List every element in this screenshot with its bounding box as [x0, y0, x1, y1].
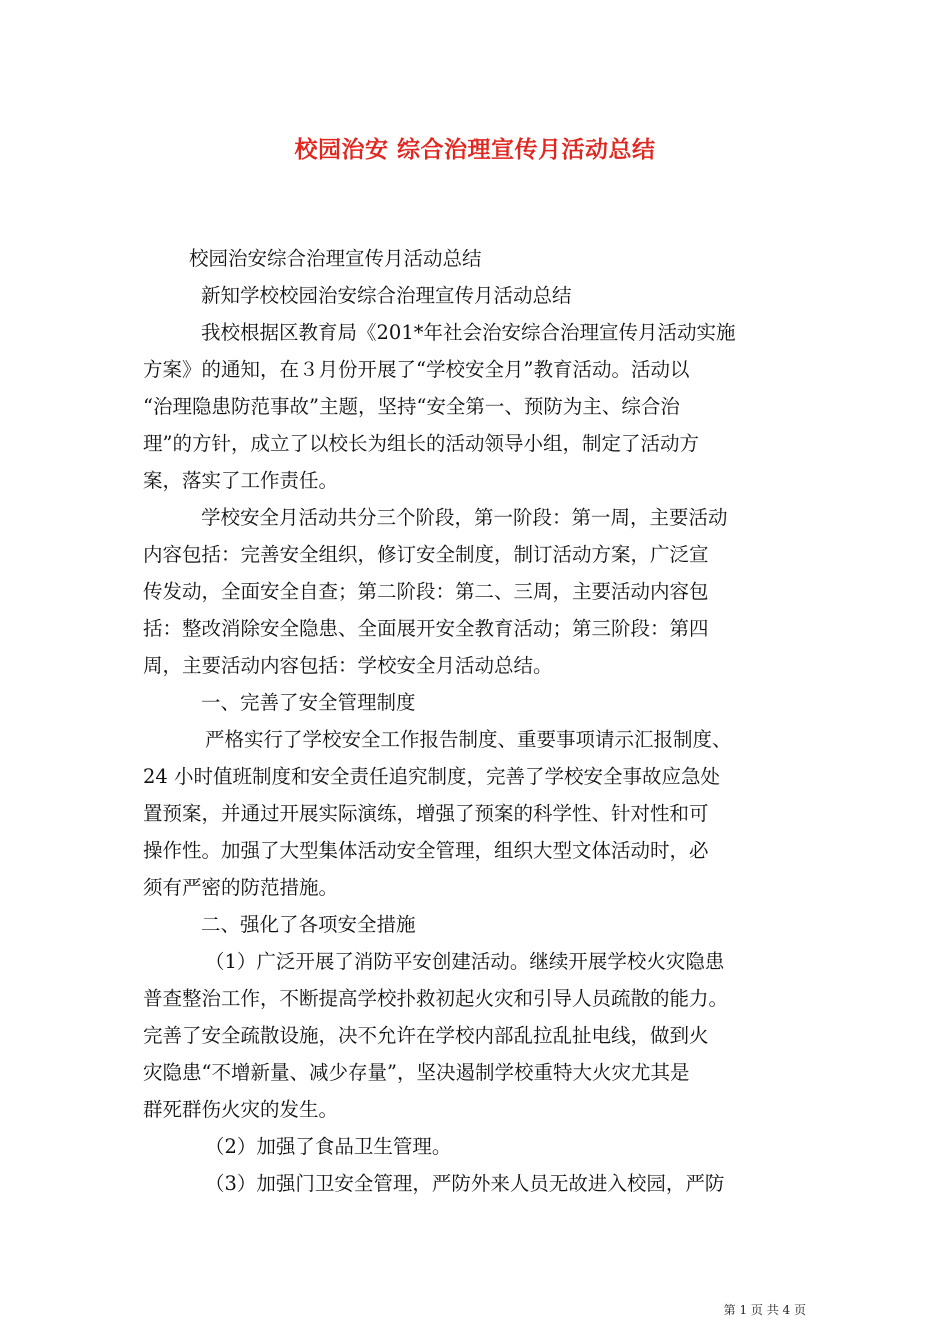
paragraph-line: 24 小时值班制度和安全责任追究制度，完善了学校安全事故应急处 [143, 765, 721, 788]
section-heading: 一、完善了安全管理制度 [201, 691, 416, 714]
paragraph-line: 普查整治工作，不断提高学校扑救初起火灾和引导人员疏散的能力。 [143, 987, 729, 1010]
section-heading: 二、强化了各项安全措施 [201, 913, 416, 936]
paragraph-line: 群死群伤火灾的发生。 [143, 1098, 339, 1121]
paragraph-line: 置预案，并通过开展实际演练，增强了预案的科学性、针对性和可 [143, 802, 709, 825]
paragraph-line: 完善了安全疏散设施，决不允许在学校内部乱拉乱扯电线，做到火 [143, 1024, 709, 1047]
paragraph-line: （3）加强门卫安全管理，严防外来人员无故进入校园，严防 [205, 1172, 725, 1195]
paragraph-line: “治理隐患防范事故”主题，坚持“安全第一、预防为主、综合治 [143, 395, 680, 418]
paragraph-line: 内容包括：完善安全组织，修订安全制度，制订活动方案，广泛宣 [143, 543, 709, 566]
paragraph-line: 新知学校校园治安综合治理宣传月活动总结 [201, 284, 572, 307]
paragraph-line: 周，主要活动内容包括：学校安全月活动总结。 [143, 654, 553, 677]
paragraph-line: 理”的方针，成立了以校长为组长的活动领导小组，制定了活动方 [143, 432, 699, 455]
paragraph-line: 严格实行了学校安全工作报告制度、重要事项请示汇报制度、 [205, 728, 732, 751]
paragraph-line: 操作性。加强了大型集体活动安全管理，组织大型文体活动时，必 [143, 839, 709, 862]
document-body [143, 240, 811, 1202]
paragraph-line: 案，落实了工作责任。 [143, 469, 339, 492]
page-number: 第 1 页 共 4 页 [723, 1303, 806, 1317]
document-title: 校园治安 综合治理宣传月活动总结 [294, 136, 656, 163]
paragraph-line: 我校根据区教育局《201*年社会治安综合治理宣传月活动实施 [201, 321, 736, 344]
paragraph-line: 方案》的通知，在３月份开展了“学校安全月”教育活动。活动以 [143, 358, 690, 381]
paragraph-line: 传发动，全面安全自查；第二阶段：第二、三周，主要活动内容包 [143, 580, 709, 603]
paragraph-line: 灾隐患“不增新量、减少存量”，坚决遏制学校重特大火灾尤其是 [143, 1061, 690, 1084]
paragraph-line: （1）广泛开展了消防平安创建活动。继续开展学校火灾隐患 [205, 950, 725, 973]
paragraph-line: （2）加强了食品卫生管理。 [205, 1135, 452, 1158]
paragraph-line: 校园治安综合治理宣传月活动总结 [189, 247, 482, 270]
paragraph-line: 学校安全月活动共分三个阶段，第一阶段：第一周，主要活动 [201, 506, 728, 529]
paragraph-line: 括：整改消除安全隐患、全面展开安全教育活动；第三阶段：第四 [143, 617, 709, 640]
paragraph-line: 须有严密的防范措施。 [143, 876, 339, 899]
